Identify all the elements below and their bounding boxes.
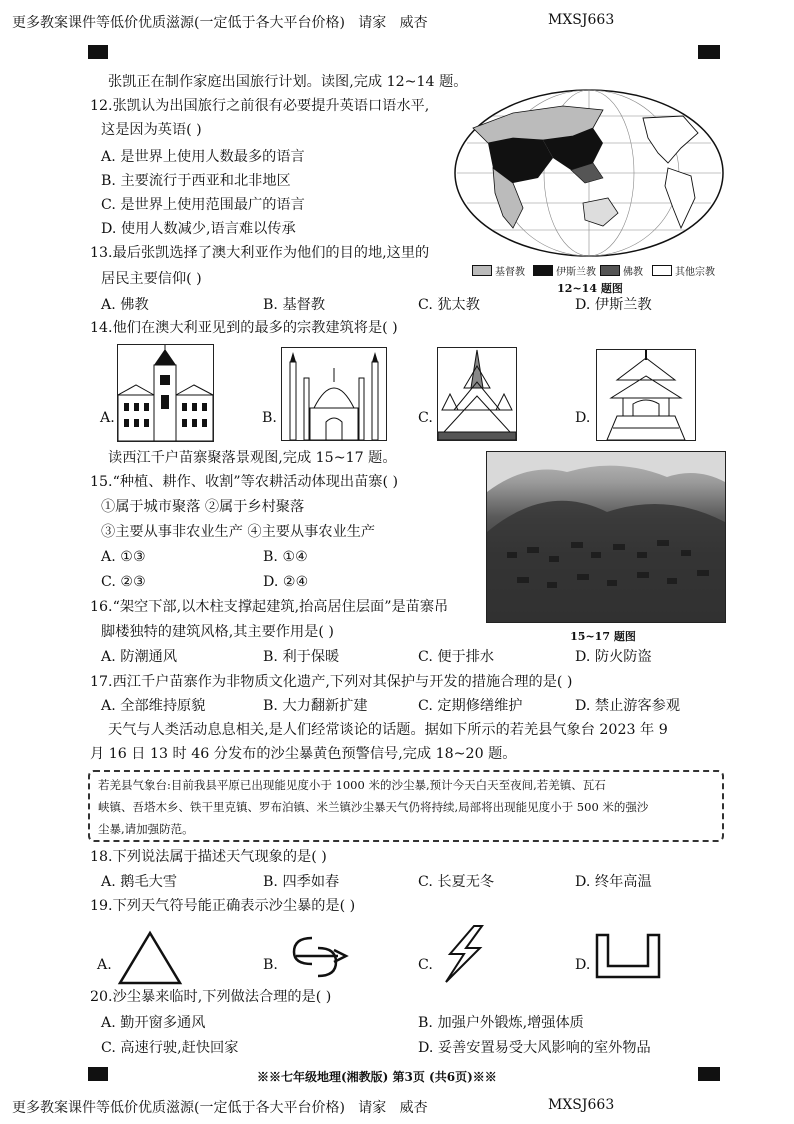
q17-option-b: B. 大力翻新扩建 <box>263 698 368 714</box>
q15-option-c: C. ②③ <box>101 574 146 590</box>
q17-option-c: C. 定期修缮维护 <box>418 698 523 714</box>
footer-code: MXSJ663 <box>548 1097 615 1113</box>
q15-stem: 15.“种植、耕作、收割”等农耕活动体现出苗寨( ) <box>90 474 399 490</box>
lightning-icon <box>438 924 486 984</box>
intro-18-20: 月 16 日 13 时 46 分发布的沙尘暴黄色预警信号,完成 18~20 题。 <box>90 746 517 762</box>
photo-caption: 15~17 题图 <box>570 630 636 643</box>
snow-cover-symbol-icon <box>594 932 662 980</box>
registration-mark <box>698 45 720 59</box>
q20-option-d: D. 妥善安置易受大风影响的室外物品 <box>418 1040 651 1056</box>
q16-option-a: A. 防潮通风 <box>101 649 178 665</box>
q14-option-b: B. <box>262 410 277 426</box>
sandstorm-warning-notice <box>88 770 724 842</box>
page-footer-label: ※※七年级地理(湘教版) 第3页 (共6页)※※ <box>257 1070 497 1084</box>
q16-option-b: B. 利于保暖 <box>263 649 340 665</box>
q13-option-a: A. 佛教 <box>101 297 149 313</box>
q12-option-b: B. 主要流行于西亚和北非地区 <box>101 173 291 189</box>
q18-option-a: A. 鹅毛大雪 <box>101 874 178 890</box>
miao-village-photo <box>486 451 726 623</box>
q15-option-d: D. ②④ <box>263 574 309 590</box>
map-legend-buddhism: 佛教 <box>600 263 643 278</box>
q13-option-b: B. 基督教 <box>263 297 326 313</box>
q13-stem: 居民主要信仰( ) <box>101 271 202 287</box>
q19-stem: 19.下列天气符号能正确表示沙尘暴的是( ) <box>90 898 356 914</box>
buddhist-temple-image <box>437 347 517 441</box>
registration-mark <box>88 1067 108 1081</box>
q19-option-b: B. <box>263 957 278 973</box>
q18-option-b: B. 四季如春 <box>263 874 340 890</box>
header-text: 更多教案课件等低价优质滋源(一定低于各大平台价格) 请家 威杏 <box>12 15 428 31</box>
islam-swatch <box>533 265 553 276</box>
q12-stem: 这是因为英语( ) <box>101 122 202 138</box>
q16-stem: 16.“架空下部,以木柱支撑起建筑,抬高居住层面”是苗寨吊 <box>90 599 449 615</box>
q12-option-a: A. 是世界上使用人数最多的语言 <box>101 149 305 165</box>
q14-stem: 14.他们在澳大利亚见到的最多的宗教建筑将是( ) <box>90 320 398 336</box>
q13-option-d: D. 伊斯兰教 <box>575 297 652 313</box>
intro-12-14: 张凯正在制作家庭出国旅行计划。读图,完成 12~14 题。 <box>108 74 468 90</box>
map-legend-islam: 伊斯兰教 <box>533 263 596 278</box>
notice-line: 若羌县气象台:目前我县平原已出现能见度小于 1000 米的沙尘暴,预计今天白天至夜间,若羌镇、瓦石 <box>98 778 606 792</box>
q18-stem: 18.下列说法属于描述天气现象的是( ) <box>90 849 327 865</box>
map-legend-other: 其他宗教 <box>652 263 715 278</box>
q18-option-c: C. 长夏无冬 <box>418 874 495 890</box>
pavilion-temple-image <box>596 349 696 441</box>
q15-option-a: A. ①③ <box>101 549 146 565</box>
q15-statements-2: ③主要从事非农业生产 ④主要从事农业生产 <box>101 524 376 540</box>
q19-option-d: D. <box>575 957 591 973</box>
q17-stem: 17.西江千户苗寨作为非物质文化遗产,下列对其保护与开发的措施合理的是( ) <box>90 674 573 690</box>
q14-option-d: D. <box>575 410 591 426</box>
footer-text: 更多教案课件等低价优质滋源(一定低于各大平台价格) 请家 威杏 <box>12 1100 428 1116</box>
q16-option-c: C. 便于排水 <box>418 649 495 665</box>
notice-line: 峡镇、吾塔木乡、铁干里克镇、罗布泊镇、米兰镇沙尘暴天气仍将持续,局部将出现能见度小于 500 米的强沙 <box>98 800 649 814</box>
q13-stem: 13.最后张凯选择了澳大利亚作为他们的目的地,这里的 <box>90 245 430 261</box>
q18-option-d: D. 终年高温 <box>575 874 652 890</box>
q13-option-c: C. 犹太教 <box>418 297 480 313</box>
q15-statements-1: ①属于城市聚落 ②属于乡村聚落 <box>101 499 305 515</box>
q17-option-a: A. 全部维持原貌 <box>101 698 206 714</box>
triangle-weather-icon <box>117 930 183 986</box>
q12-option-d: D. 使用人数减少,语言难以传承 <box>101 221 296 237</box>
q17-option-d: D. 禁止游客参观 <box>575 698 681 714</box>
church-building-image <box>117 344 214 442</box>
q19-option-a: A. <box>97 957 112 973</box>
q20-stem: 20.沙尘暴来临时,下列做法合理的是( ) <box>90 989 332 1005</box>
q16-stem: 脚楼独特的建筑风格,其主要作用是( ) <box>101 624 334 640</box>
q20-option-c: C. 高速行驶,赶快回家 <box>101 1040 239 1056</box>
q14-option-c: C. <box>418 410 433 426</box>
header-code: MXSJ663 <box>548 12 615 28</box>
map-caption: 12~14 题图 <box>557 282 623 295</box>
intro-15-17: 读西江千户苗寨聚落景观图,完成 15~17 题。 <box>108 450 397 466</box>
religion-world-map <box>453 88 725 258</box>
notice-line: 尘暴,请加强防范。 <box>98 822 194 836</box>
q19-option-c: C. <box>418 957 433 973</box>
sandstorm-symbol-icon <box>290 930 352 982</box>
q12-stem: 12.张凯认为出国旅行之前很有必要提升英语口语水平, <box>90 98 430 114</box>
buddhism-swatch <box>600 265 620 276</box>
q15-option-b: B. ①④ <box>263 549 308 565</box>
q16-option-d: D. 防火防盗 <box>575 649 652 665</box>
q14-option-a: A. <box>100 410 115 426</box>
intro-18-20: 天气与人类活动息息相关,是人们经常谈论的话题。据如下所示的若羌县气象台 2023 年 9 <box>108 722 668 738</box>
mosque-building-image <box>281 347 387 441</box>
map-legend-christian: 基督教 <box>472 263 525 278</box>
q12-option-c: C. 是世界上使用范围最广的语言 <box>101 197 305 213</box>
q20-option-a: A. 勤开窗多通风 <box>101 1015 206 1031</box>
christian-swatch <box>472 265 492 276</box>
registration-mark <box>698 1067 720 1081</box>
q20-option-b: B. 加强户外锻炼,增强体质 <box>418 1015 584 1031</box>
registration-mark <box>88 45 108 59</box>
other-swatch <box>652 265 672 276</box>
